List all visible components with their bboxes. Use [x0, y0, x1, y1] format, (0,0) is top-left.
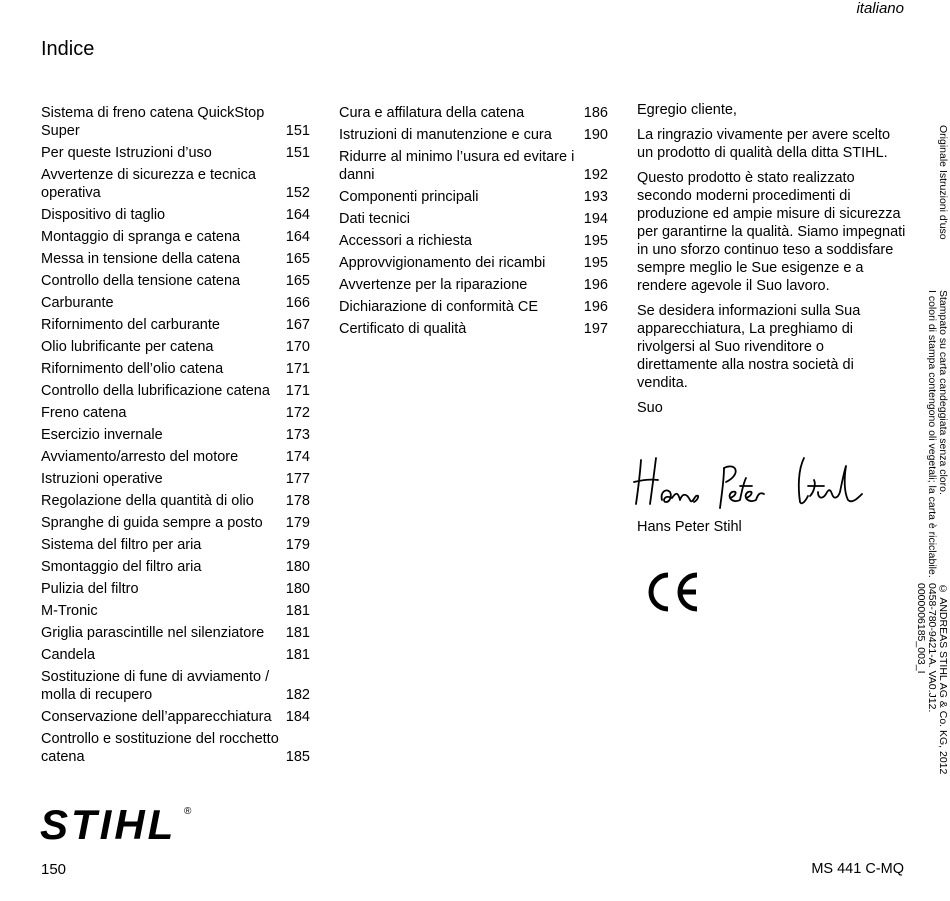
toc-entry: [41, 316, 310, 334]
toc-entry: [41, 404, 310, 422]
toc-entry-label: Rifornimento del carburante: [41, 317, 220, 333]
toc-entry-label: Montaggio di spranga e catena: [41, 229, 241, 245]
toc-entry-page: 196: [583, 299, 608, 315]
letter-paragraph-3: Se desidera informazioni sulla Sua apparecchiatura, La preghiamo di rivolgersi al Suo rivenditore o direttamente alla nostra società di vendita.: [637, 303, 861, 391]
toc-entry: [41, 338, 310, 356]
toc-column-left: [41, 104, 310, 770]
letter-greeting: Egregio cliente,: [637, 102, 737, 118]
toc-entry: [41, 602, 310, 620]
toc-entry: [41, 646, 310, 664]
toc-entry-label: Conservazione dell’apparecchiatura: [41, 709, 272, 725]
toc-entry: [41, 730, 310, 766]
toc-entry-label: Regolazione della quantità di olio: [41, 493, 254, 509]
toc-entry-page: 185: [285, 749, 310, 765]
toc-entry: [339, 254, 608, 272]
toc-entry: [41, 668, 310, 704]
letter-paragraph-1: La ringrazio vivamente per avere scelto un prodotto di qualità della ditta STIHL.: [637, 127, 891, 161]
toc-entry-label: Freno catena: [41, 405, 127, 421]
toc-entry: [339, 298, 608, 316]
toc-entry-page: 165: [285, 273, 310, 289]
toc-entry-page: 192: [583, 167, 608, 183]
toc-entry: [41, 558, 310, 576]
toc-entry: [41, 624, 310, 642]
toc-entry-page: 151: [285, 123, 310, 139]
toc-entry-label: Spranghe di guida sempre a posto: [41, 515, 263, 531]
side-note-part-number: 0458-780-9421-A. VA0.J12.: [926, 583, 938, 713]
toc-entry-label: Controllo della tensione catena: [41, 273, 241, 289]
customer-letter: [637, 101, 907, 424]
side-note-doc-id: 0000006185_003_I: [915, 583, 927, 674]
toc-entry: [339, 188, 608, 206]
page-number: 150: [41, 861, 67, 878]
toc-entry-label: Accessori a richiesta: [339, 233, 472, 249]
toc-entry-page: 172: [285, 405, 310, 421]
toc-entry-label: M-Tronic: [41, 603, 98, 619]
toc-entry: [339, 210, 608, 228]
toc-entry-page: 165: [285, 251, 310, 267]
side-note-copyright: © ANDREAS STIHL AG & Co. KG, 2012: [937, 583, 949, 775]
toc-entry-page: 164: [285, 229, 310, 245]
toc-entry-page: 195: [583, 233, 608, 249]
toc-entry-page: 195: [583, 255, 608, 271]
toc-entry-label: Istruzioni di manutenzione e cura: [339, 127, 552, 143]
toc-entry-page: 179: [285, 537, 310, 553]
side-note-inks: I colori di stampa contengono oli vegetali; la carta è riciclabile.: [926, 290, 938, 578]
toc-entry-label: Rifornimento dell’olio catena: [41, 361, 224, 377]
toc-entry-label: Sistema di freno catena QuickStop Super: [41, 105, 265, 139]
toc-entry-page: 193: [583, 189, 608, 205]
toc-entry-page: 196: [583, 277, 608, 293]
toc-entry-page: 194: [583, 211, 608, 227]
signer-name: Hans Peter Stihl: [637, 519, 742, 535]
toc-entry-label: Sistema del filtro per aria: [41, 537, 202, 553]
toc-entry: [41, 144, 310, 162]
side-note-paper: Stampato su carta candeggiata senza cloro.: [937, 290, 949, 495]
toc-entry-label: Griglia parascintille nel silenziatore: [41, 625, 265, 641]
toc-entry-label: Olio lubrificante per catena: [41, 339, 214, 355]
toc-entry: [41, 426, 310, 444]
toc-entry: [41, 448, 310, 466]
toc-entry: [41, 228, 310, 246]
toc-entry: [339, 126, 608, 144]
ce-mark-icon: [643, 569, 705, 615]
toc-entry-page: 174: [285, 449, 310, 465]
toc-entry: [41, 104, 310, 140]
toc-entry-label: Avvertenze per la riparazione: [339, 277, 528, 293]
toc-column-right: [339, 104, 608, 342]
toc-entry-page: 180: [285, 559, 310, 575]
toc-entry-label: Controllo della lubrificazione catena: [41, 383, 270, 399]
toc-entry-label: Messa in tensione della catena: [41, 251, 241, 267]
toc-entry-page: 180: [285, 581, 310, 597]
toc-entry: [41, 708, 310, 726]
toc-entry-page: 181: [285, 603, 310, 619]
toc-entry-label: Pulizia del filtro: [41, 581, 139, 597]
page-title: Indice: [41, 38, 95, 60]
toc-entry: [41, 580, 310, 598]
toc-entry: [41, 514, 310, 532]
toc-entry-page: 181: [285, 625, 310, 641]
toc-entry-page: 190: [583, 127, 608, 143]
toc-entry: [41, 382, 310, 400]
toc-entry: [41, 492, 310, 510]
toc-entry: [339, 148, 608, 184]
toc-entry: [41, 206, 310, 224]
toc-entry: [41, 536, 310, 554]
letter-paragraph-2: Questo prodotto è stato realizzato secondo moderni procedimenti di produzione ed ampie misure di sicurezza per garantirne la qualità. Siamo impegnati in uno sforzo continuo teso a soddisfare sempre meglio le Sue esigenze e a rendere agevole il Suo lavoro.: [637, 170, 906, 294]
toc-entry-label: Dispositivo di taglio: [41, 207, 166, 223]
toc-entry-label: Avviamento/arresto del motore: [41, 449, 239, 465]
toc-entry-page: 167: [285, 317, 310, 333]
toc-entry-label: Ridurre al minimo l’usura ed evitare i danni: [339, 149, 575, 183]
toc-entry-page: 171: [285, 383, 310, 399]
toc-entry-label: Cura e affilatura della catena: [339, 105, 525, 121]
toc-entry: [339, 104, 608, 122]
toc-entry-page: 164: [285, 207, 310, 223]
toc-entry-label: Approvvigionamento dei ricambi: [339, 255, 546, 271]
toc-entry-page: 178: [285, 493, 310, 509]
toc-entry: [41, 360, 310, 378]
toc-entry-page: 171: [285, 361, 310, 377]
toc-entry-page: 181: [285, 647, 310, 663]
toc-entry: [41, 470, 310, 488]
toc-entry-page: 177: [285, 471, 310, 487]
toc-entry-label: Dati tecnici: [339, 211, 410, 227]
toc-entry-page: 152: [285, 185, 310, 201]
stihl-logo: [40, 800, 200, 844]
toc-entry: [339, 276, 608, 294]
toc-entry-label: Sostituzione di fune di avviamento / molla di recupero: [41, 669, 270, 703]
toc-entry-page: 179: [285, 515, 310, 531]
toc-entry: [41, 250, 310, 268]
toc-entry: [339, 232, 608, 250]
toc-entry-page: 182: [285, 687, 310, 703]
toc-entry-page: 173: [285, 427, 310, 443]
toc-entry-label: Smontaggio del filtro aria: [41, 559, 202, 575]
toc-entry-label: Candela: [41, 647, 96, 663]
toc-entry-page: 170: [285, 339, 310, 355]
toc-entry: [41, 294, 310, 312]
toc-entry-page: 184: [285, 709, 310, 725]
language-label: italiano: [856, 0, 904, 17]
toc-entry-label: Per queste Istruzioni d’uso: [41, 145, 212, 161]
toc-entry-page: 166: [285, 295, 310, 311]
toc-entry: [339, 320, 608, 338]
toc-entry-label: Certificato di qualità: [339, 321, 467, 337]
toc-entry-label: Carburante: [41, 295, 114, 311]
toc-entry-label: Dichiarazione di conformità CE: [339, 299, 539, 315]
side-note-original: Originale Istruzioni d'uso: [937, 125, 949, 240]
toc-entry-label: Esercizio invernale: [41, 427, 163, 443]
toc-entry-page: 186: [583, 105, 608, 121]
toc-entry-label: Istruzioni operative: [41, 471, 163, 487]
toc-entry: [41, 166, 310, 202]
registered-mark: ®: [184, 806, 192, 817]
handwritten-signature: [632, 452, 882, 514]
logo-text: STIHL: [40, 801, 177, 844]
toc-entry-page: 197: [583, 321, 608, 337]
toc-entry-label: Controllo e sostituzione del rocchetto catena: [41, 731, 279, 765]
toc-entry: [41, 272, 310, 290]
toc-entry-label: Componenti principali: [339, 189, 479, 205]
toc-entry-page: 151: [285, 145, 310, 161]
model-name: MS 441 C-MQ: [811, 861, 904, 877]
toc-entry-label: Avvertenze di sicurezza e tecnica operativa: [41, 167, 256, 201]
letter-closing: Suo: [637, 400, 663, 416]
